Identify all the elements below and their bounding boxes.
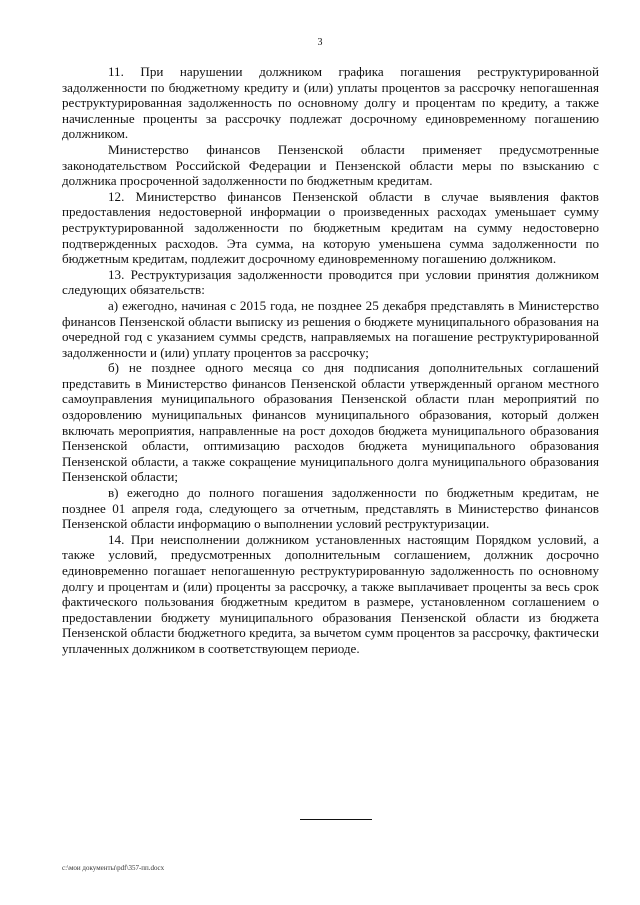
paragraph-13: 13. Реструктуризация задолженности проводится при условии принятия должником следующих обязательств: [62, 266, 599, 298]
paragraph-13-item-b: б) не позднее одного месяца со дня подписания дополнительных соглашений представить в Министерство финансов Пензенской области утвержденный органом местного самоуправления муниципального образования Пензенской области план мероприятий по оздоровлению муниципальных финансов муниципального образования, который должен включать мероприятия, направленные на рост доходов бюджета муниципального образования Пензенской области, оптимизацию расходов бюджета муниципального образования Пензенской области, а также сокращение муниципального долга муниципального образования Пензенской области; [62, 360, 599, 485]
paragraph-13-item-a: а) ежегодно, начиная с 2015 года, не позднее 25 декабря представлять в Министерство финансов Пензенской области выписку из решения о бюджете муниципального образования на очередной год с указанием суммы средств, направляемых на погашение реструктурированной задолженности и (или) уплату процентов за рассрочку; [62, 297, 599, 360]
paragraph-14: 14. При неисполнении должником установленных настоящим Порядком условий, а также условий, предусмотренных дополнительным соглашением, должник досрочно единовременно погашает непогашенную реструктурированную задолженность по основному долгу и процентам и (или) проценты за рассрочку, а также выплачивает проценты за весь срок фактического пользования бюджетным кредитом в размере, установленном соглашением о предоставлении бюджету муниципального образования Пензенской области из бюджета Пензенской области бюджетного кредита, за вычетом сумм процентов за рассрочку, фактически уплаченных должником в соответствующем периоде. [62, 531, 599, 656]
page-number: 3 [317, 37, 323, 48]
footer-file-path: c:\мои документы\pdf\357-пп.docx [62, 864, 165, 872]
paragraph-13-item-v: в) ежегодно до полного погашения задолженности по бюджетным кредитам, не позднее 01 апреля года, следующего за отчетным, представлять в Министерство финансов Пензенской области информацию о выполнении условий реструктуризации. [62, 485, 599, 532]
paragraph-12: 12. Министерство финансов Пензенской области в случае выявления фактов предоставления недостоверной информации о произведенных расходах уменьшает сумму реструктурированной задолженности по бюджетным кредитам на сумму недостоверно подтвержденных расходов. Эта сумма, на которую уменьшена сумма задолженности по бюджетным кредитам, подлежит досрочному единовременному погашению должником. [62, 188, 599, 267]
paragraph-11: 11. При нарушении должником графика погашения реструктурированной задолженности по бюджетному кредиту и (или) уплаты процентов за рассрочку непогашенная реструктурированная задолженность по основному долгу и процентам по кредиту, а также начисленные проценты за рассрочку подлежат досрочному единовременному погашению должником. [62, 64, 599, 142]
document-body [62, 64, 599, 657]
end-divider [300, 819, 372, 820]
paragraph-11-ministry-measures: Министерство финансов Пензенской области применяет предусмотренные законодательством Российской Федерации и Пензенской области меры по взысканию с должника просроченной задолженности по бюджетным кредитам. [62, 141, 599, 189]
